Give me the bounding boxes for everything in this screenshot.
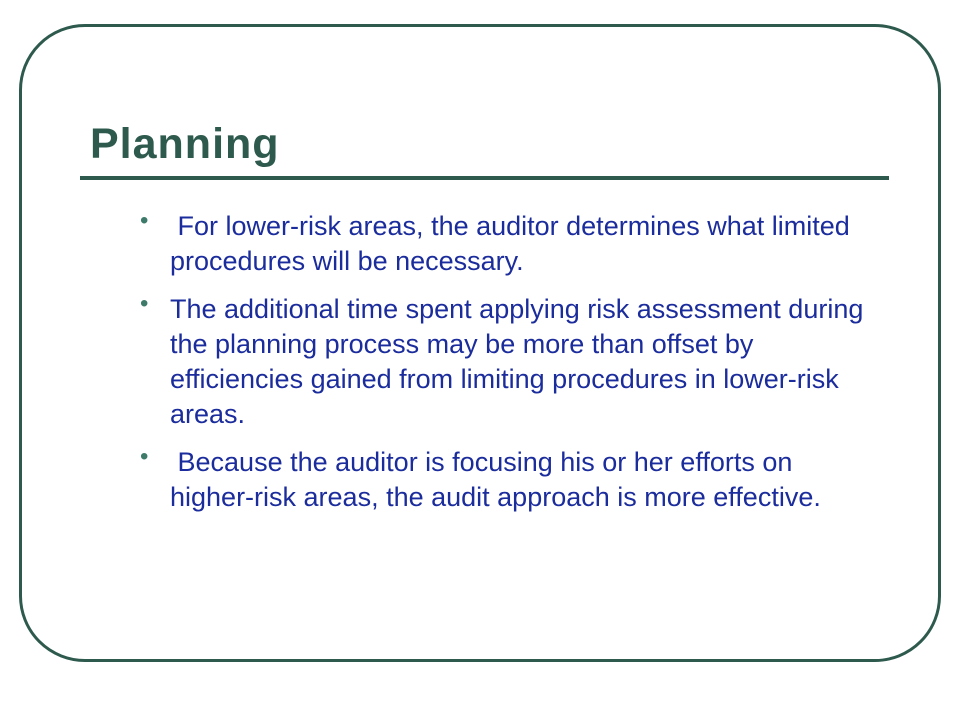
list-item — [140, 445, 880, 515]
list-item — [140, 209, 880, 279]
title-underline — [80, 176, 889, 180]
bullet-text: For lower-risk areas, the auditor determines what limited procedures will be necessary. — [170, 211, 858, 276]
bullet-dot-icon: • — [140, 290, 149, 317]
bullet-text: Because the auditor is focusing his or her efforts on higher-risk areas, the audit approach is more effective. — [170, 447, 821, 512]
bullet-dot-icon: • — [140, 207, 149, 234]
bullet-dot-icon: • — [140, 443, 149, 470]
slide-title: Planning — [90, 120, 280, 168]
bullet-list — [140, 209, 880, 528]
bullet-text: The additional time spent applying risk assessment during the planning process may be more than offset by efficiencies gained from limiting procedures in lower-risk areas. — [170, 294, 864, 429]
list-item — [140, 292, 880, 432]
